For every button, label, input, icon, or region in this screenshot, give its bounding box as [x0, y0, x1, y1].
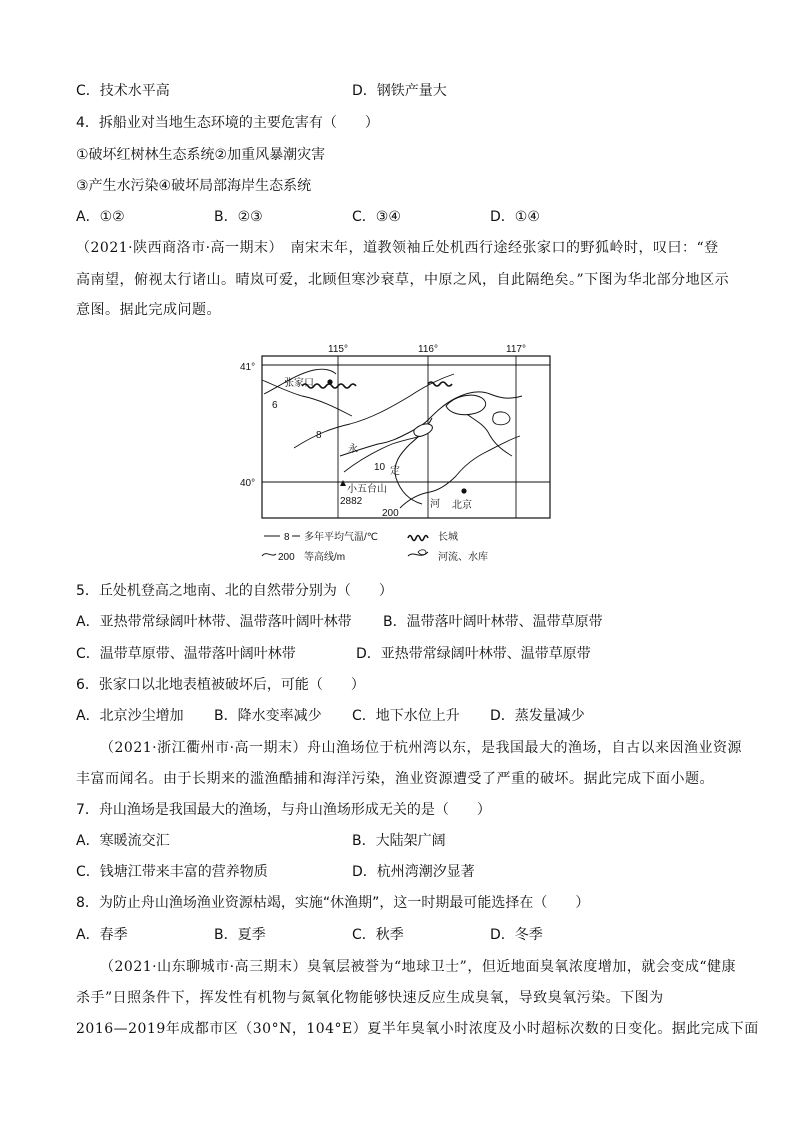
q4-option-d: D．①④ [490, 209, 540, 225]
legend-contour-sample: 200 [278, 552, 295, 563]
q6-option-d: D．蒸发量减少 [490, 708, 585, 724]
legend-isotherm-text: 多年平均气温/℃ [304, 532, 379, 543]
q4-option-a: A．①② [76, 209, 125, 225]
q7-option-a: A．寒暖流交汇 [76, 833, 170, 849]
peak-icon [340, 480, 346, 486]
q6-option-a: A．北京沙尘增加 [76, 708, 184, 724]
passage2-line1: （2021·浙江衢州市·高一期末）舟山渔场位于杭州湾以东，是我国最大的渔场，自古以来因渔业资源 [100, 740, 743, 756]
lat-label-40: 40° [240, 478, 256, 489]
peak-elevation: 2882 [340, 496, 363, 507]
passage1-line3: 意图。据此完成问题。 [76, 302, 221, 318]
passage2-line2: 丰富而闻名。由于长期来的滥渔酷捕和海洋污染，渔业资源遭受了严重的破坏。据此完成下面小题。 [76, 771, 714, 787]
legend-river-text: 河流、水库 [438, 552, 488, 563]
beijing-label: 北京 [452, 500, 472, 511]
river-char-yong: 永 [348, 444, 358, 455]
passage3-line3: 2016—2019年成都市区（30°N，104°E）夏半年臭氧小时浓度及小时超标次数的日变化。据此完成下面 [76, 1021, 759, 1037]
q3-option-c: C．技术水平高 [76, 83, 170, 99]
isotherm-label-10: 10 [374, 462, 386, 473]
lon-label-117: 117° [506, 344, 526, 355]
contour-label-200: 200 [382, 508, 399, 519]
river-char-ding: 定 [390, 466, 400, 477]
legend-isotherm-sample: 8 [284, 532, 290, 543]
passage1-line1: （2021·陕西商洛市·高一期末） 南宋末年，道教领袖丘处机西行途经张家口的野狐岭时，叹曰：“登 [76, 240, 719, 256]
isotherm-label-6: 6 [272, 400, 278, 411]
q8-option-a: A．春季 [76, 927, 128, 943]
legend-wall-text: 长城 [438, 532, 458, 543]
q4-option-b: B．②③ [214, 209, 263, 225]
q7-stem: 7．舟山渔场是我国最大的渔场，与舟山渔场形成无关的是（ ） [76, 802, 491, 818]
q3-option-d: D．钢铁产量大 [352, 83, 447, 99]
lon-label-116: 116° [418, 344, 438, 355]
q8-option-b: B．夏季 [214, 927, 266, 943]
q5-stem: 5．丘处机登高之地南、北的自然带分别为（ ） [76, 583, 393, 599]
guanting-reservoir [414, 424, 433, 436]
zhangjiakou-label: 张家口 [284, 378, 314, 389]
legend-contour-text: 等高线/m [304, 552, 346, 563]
xiaowutai-label: 小五台山 [347, 484, 387, 495]
north-china-map [232, 340, 562, 565]
legend-wall-icon [408, 536, 428, 541]
q6-option-c: C．地下水位上升 [352, 708, 460, 724]
q4-stem: 4．拆船业对当地生态环境的主要危害有（ ） [76, 115, 379, 131]
map-legend [262, 530, 488, 563]
passage3-line1: （2021·山东聊城市·高三期末）臭氧层被誉为“地球卫士”，但近地面臭氧浓度增加，就会变成“健康 [100, 959, 736, 975]
q4-items-1: ①破坏红树林生态系统②加重风暴潮灾害 [76, 147, 326, 163]
q8-stem: 8．为防止舟山渔场渔业资源枯竭，实施“休渔期”，这一时期最可能选择在（ ） [76, 895, 590, 911]
beijing-dot [461, 488, 466, 493]
q6-stem: 6．张家口以北地表植被破坏后，可能（ ） [76, 677, 365, 693]
q8-option-c: C．秋季 [352, 927, 404, 943]
lat-label-41: 41° [240, 362, 256, 373]
river-char-he: 河 [430, 499, 440, 510]
q5-option-a: A．亚热带常绿阔叶林带、温带落叶阔叶林带 [76, 614, 352, 630]
q5-option-c: C．温带草原带、温带落叶阔叶林带 [76, 646, 296, 662]
q7-option-b: B．大陆架广阔 [352, 833, 446, 849]
isotherm-label-8: 8 [316, 430, 322, 441]
q4-option-c: C．③④ [352, 209, 401, 225]
q7-option-d: D．杭州湾潮汐显著 [352, 864, 475, 880]
q4-items-2: ③产生水污染④破坏局部海岸生态系统 [76, 178, 312, 194]
contour-200 [400, 436, 520, 508]
passage3-line2: 杀手”日照条件下，挥发性有机物与氮氧化物能够快速反应生成臭氧，导致臭氧污染。下图为 [76, 990, 664, 1006]
lon-label-115: 115° [328, 344, 348, 355]
q5-option-b: B．温带落叶阔叶林带、温带草原带 [383, 614, 603, 630]
reservoir-small [493, 412, 510, 425]
q7-option-c: C．钱塘江带来丰富的营养物质 [76, 864, 268, 880]
miyun-reservoir [446, 395, 486, 415]
q8-option-d: D．冬季 [490, 927, 543, 943]
q5-option-d: D．亚热带常绿阔叶林带、温带草原带 [356, 646, 591, 662]
q6-option-b: B．降水变率减少 [214, 708, 322, 724]
great-wall-east [428, 382, 452, 386]
zhangjiakou-dot [327, 379, 332, 384]
passage1-line2: 高南望，俯视太行诸山。晴岚可爱，北顾但寒沙衰草，中原之风，自此隔绝矣。”下图为华北部分地区示 [76, 272, 730, 288]
